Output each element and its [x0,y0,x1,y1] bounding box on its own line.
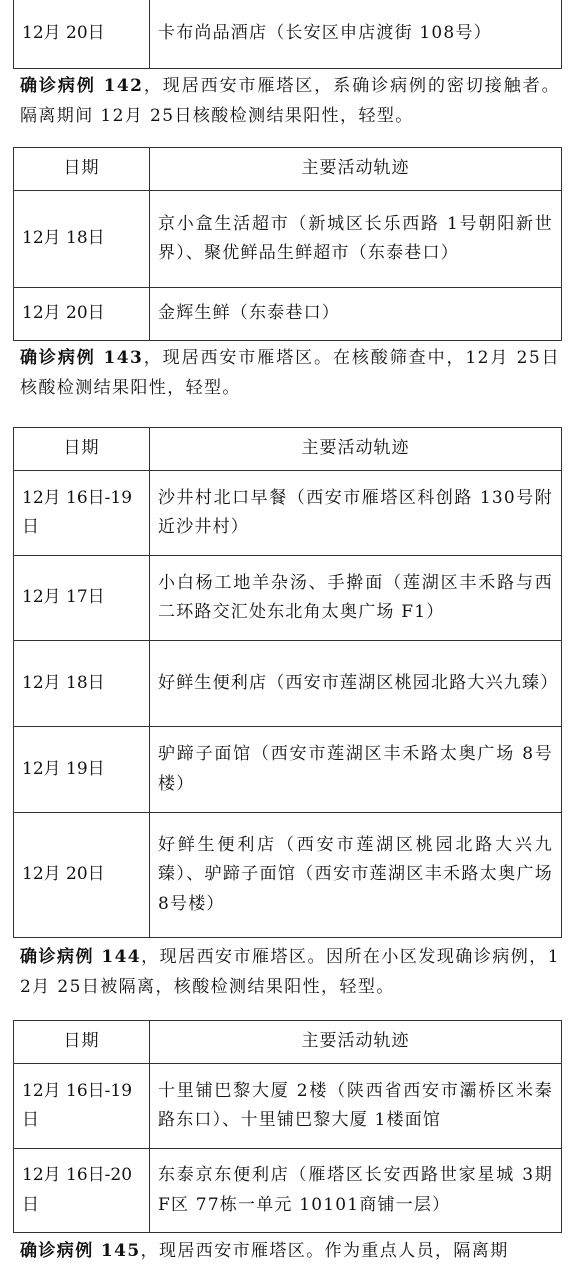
header-activity: 主要活动轨迹 [150,428,562,471]
activity-cell: 京小盒生活超市（新城区长乐西路 1号朝阳新世界）、聚优鲜品生鲜超市（东泰巷口） [150,191,562,288]
case-142-paragraph [20,71,560,131]
case-label: 确诊病例 144 [20,947,142,967]
date-cell: 12月 18日 [14,191,150,288]
case-label: 确诊病例 145 [20,1241,141,1261]
table-header-row [14,428,562,471]
table-header-row [14,1021,562,1064]
table-row [14,727,562,813]
header-activity: 主要活动轨迹 [150,148,562,191]
table-row [14,288,562,341]
header-activity: 主要活动轨迹 [150,1021,562,1064]
date-cell: 12月 16日-19日 [14,471,150,556]
date-cell: 12月 20日 [14,0,150,69]
table-case-143 [13,427,562,938]
activity-cell: 东泰京东便利店（雁塔区长安西路世家星城 3期 F区 77栋一单元 10101商铺一层） [150,1149,562,1233]
case-text: ，现居西安市雁塔区。作为重点人员，隔离期 [140,1241,509,1261]
date-cell: 12月 19日 [14,727,150,813]
table-row [14,191,562,288]
activity-cell: 好鲜生便利店（西安市莲湖区桃园北路大兴九臻） [150,641,562,727]
table-case-144 [13,1020,562,1233]
table-row [14,1064,562,1149]
activity-cell: 十里铺巴黎大厦 2楼（陕西省西安市灞桥区米秦路东口）、十里铺巴黎大厦 1楼面馆 [150,1064,562,1149]
activity-cell: 小白杨工地羊杂汤、手擀面（莲湖区丰禾路与西二环路交汇处东北角太奥广场 F1） [150,556,562,641]
activity-cell: 卡布尚品酒店（长安区申店渡街 108号） [150,0,562,69]
case-text: ，现居西安市雁塔区，系确诊病例的密切接触者。隔离期间 12月 25日核酸检测结果阳性，轻型。 [20,76,560,126]
case-label: 确诊病例 143 [20,348,144,368]
date-cell: 12月 20日 [14,288,150,341]
table-row [14,1149,562,1233]
case-144-paragraph [20,942,560,1002]
header-date: 日期 [14,1021,150,1064]
table-top [13,0,562,69]
case-143-paragraph [20,343,560,403]
table-row [14,556,562,641]
activity-cell: 驴蹄子面馆（西安市莲湖区丰禾路太奥广场 8号楼） [150,727,562,813]
table-row [14,471,562,556]
case-145-paragraph [20,1236,560,1266]
activity-cell: 沙井村北口早餐（西安市雁塔区科创路 130号附近沙井村） [150,471,562,556]
table-row [14,813,562,938]
case-text: ，现居西安市雁塔区。因所在小区发现确诊病例，12月 25日被隔离，核酸检测结果阳性，轻型。 [20,947,560,997]
table-row [14,0,562,69]
table-case-142 [13,147,562,341]
header-date: 日期 [14,428,150,471]
activity-cell: 金辉生鲜（东泰巷口） [150,288,562,341]
date-cell: 12月 16日-19日 [14,1064,150,1149]
table-header-row [14,148,562,191]
activity-cell: 好鲜生便利店（西安市莲湖区桃园北路大兴九臻）、驴蹄子面馆（西安市莲湖区丰禾路太奥广场 8号楼） [150,813,562,938]
date-cell: 12月 17日 [14,556,150,641]
header-date: 日期 [14,148,150,191]
date-cell: 12月 16日-20日 [14,1149,150,1233]
table-row [14,641,562,727]
case-text: ，现居西安市雁塔区。在核酸筛查中，12月 25日核酸检测结果阳性，轻型。 [20,348,560,398]
case-label: 确诊病例 142 [20,76,144,96]
date-cell: 12月 18日 [14,641,150,727]
date-cell: 12月 20日 [14,813,150,938]
